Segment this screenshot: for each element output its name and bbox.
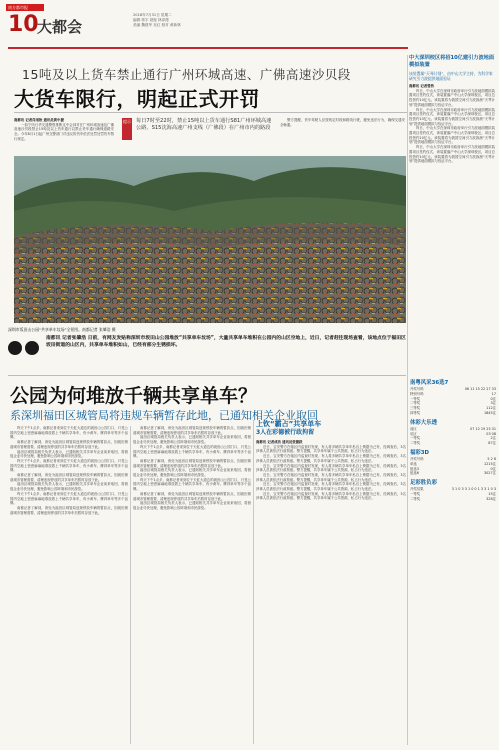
lottery-row-value: 0注 xyxy=(490,466,496,471)
headline-rule xyxy=(14,112,408,113)
lead-summary: 每日7时至22时，禁止15吨以上货车通行S81广州环城高速公路、S15沈海高速广州支线（广佛段）在广州市内的路段 xyxy=(136,118,272,131)
second-col1-text: 昨天下午1点多，南都记者来到位于天虹大道边的坂田山公园门口，只见公园内空地上密密麻麻地堆放着上千辆共享单车，有小黄车、摩拜单车等多个品牌。 xyxy=(10,426,128,440)
second-col2-cont4: 福田区城管局相关负责人表示，已通知相关共享单车企业前来取回，将督促企业尽快处理，避免影响公园环境和市民游览。 xyxy=(133,468,251,478)
lottery-row-value: 06 11 15 22 27 33 xyxy=(464,387,496,391)
second-col2-cont6: 南都记者了解到，该处为福田区城管局违规停放车辆的暂扣点，因坂田街道城市管理需要，清理违规停放的共享单车后暂时存放于此。 xyxy=(133,491,251,501)
second-headline: 公园为何堆放千辆共享单车？ xyxy=(10,385,258,407)
lottery-row-label: 特别号码 xyxy=(410,391,424,396)
lottery-row-value: 1215注 xyxy=(483,461,496,466)
lottery-row-label: 开奖结果 xyxy=(410,487,424,492)
lottery-row-label: 组选3 xyxy=(410,466,419,471)
lottery-rows-4 xyxy=(410,487,496,501)
lottery-row-label: 后区 xyxy=(410,431,417,436)
second-col2-cont2: 昨天下午1点多，南都记者来到位于天虹大道边的坂田山公园门口，只见公园内空地上密密麻麻地堆放着上千辆共享单车，有小黄车、摩拜单车等多个品牌。 xyxy=(133,444,251,459)
section-number: 10 xyxy=(8,12,39,37)
second-col1-cont2: 福田区城管局相关负责人表示，已通知相关共享单车企业前来取回，将督促企业尽快处理，避免影响公园环境和市民游览。 xyxy=(10,449,128,459)
second-col1-cont7: 南都记者了解到，该处为福田区城管局违规停放车辆的暂扣点，因坂田街道城市管理需要，清理违规停放的共享单车后暂时存放于此。 xyxy=(10,505,128,515)
lottery-row xyxy=(410,497,496,502)
lottery-row-label: 四等奖 xyxy=(410,410,421,415)
second-subhead: 系深圳福田区城管局将违规车辆暂存此地，已通知相关企业取回 xyxy=(10,409,318,422)
lottery-rows-1 xyxy=(410,387,496,416)
side-rule xyxy=(407,55,408,745)
mid-byline: 南都讯 记者成洁 通讯员张德跃 xyxy=(256,440,303,444)
lottery-row-label: 三等奖 xyxy=(410,406,421,411)
lottery-row-value: 3注 xyxy=(490,401,496,406)
lottery-rows-3 xyxy=(410,457,496,476)
lead-col4-text: 警方提醒，货车驾驶人应按规定时段和路线行驶，避免违法行为，确保交通安全畅通。 xyxy=(280,118,405,127)
photo-caption: 深圳市坂田山公园“共享单车坟场”全景图。南都记者 张肇浩 摄 xyxy=(8,327,116,332)
second-col2-text: 南都记者了解到，该处为福田区城管局违规停放车辆的暂扣点，因坂田街道城市管理需要，清理违规停放的共享单车后暂时存放于此。 xyxy=(133,426,251,435)
lottery-row-value: 15注 xyxy=(488,491,496,496)
lottery-row xyxy=(410,411,496,416)
mid-text-3: 近日，宝安警方在辖区内巡查时发现，有人将多辆共享单车私自上锁据为己有，经调查后，3名涉事人员被依法行政拘留。警方提醒，共享单车属于公共资源，私占行为违法。 xyxy=(256,463,406,473)
lead-photo xyxy=(14,156,406,323)
lead-headline: 大货车限行，明起正式开罚 xyxy=(14,87,260,111)
mid-text-2: 近日，宝安警方在辖区内巡查时发现，有人将多辆共享单车私自上锁据为己有，经调查后，3名涉事人员被依法行政拘留。警方提醒，共享单车属于公共资源，私占行为违法。 xyxy=(256,454,406,463)
second-col2-cont5: 昨天下午1点多，南都记者来到位于天虹大道边的坂田山公园门口，只见公园内空地上密密麻麻地堆放着上千辆共享单车，有小黄车、摩拜单车等多个品牌。 xyxy=(133,477,251,492)
bike-pile-photo xyxy=(14,156,406,323)
lottery-row-value: 112注 xyxy=(486,406,496,411)
mid-text: 近日，宝安警方在辖区内巡查时发现，有人将多辆共享单车私自上锁据为己有，经调查后，3名涉事人员被依法行政拘留。警方提醒，共享单车属于公共资源，私占行为违法。 xyxy=(256,444,406,454)
lottery-title-2: 体彩大乐透 xyxy=(410,419,437,426)
lottery-row-label: 前区 xyxy=(410,426,417,431)
lottery-row-value: 2注 xyxy=(490,436,496,441)
col-rule xyxy=(130,426,131,744)
mid-body xyxy=(256,440,406,710)
lottery-row-label: 开奖号码 xyxy=(410,456,424,461)
sidebar-body xyxy=(409,84,495,324)
meta-date: 2018年7月31日 星期二 xyxy=(133,13,172,17)
mid-text-5: 近日，宝安警方在辖区内巡查时发现，有人将多辆共享单车私自上锁据为己有，经调查后，3名涉事人员被依法行政拘留。警方提醒，共享单车属于公共资源，私占行为违法。 xyxy=(256,482,406,492)
lottery-row-value: 3 1 0 3 3 1 0 0 1 3 3 1 0 3 xyxy=(451,487,496,492)
second-col1-cont4: 南都记者了解到，该处为福田区城管局违规停放车辆的暂扣点，因坂田街道城市管理需要，清理违规停放的共享单车后暂时存放于此。 xyxy=(10,473,128,482)
lottery-row-value: 5 2 8 xyxy=(487,456,496,461)
lottery-rows-2 xyxy=(410,427,496,446)
lead-col-4 xyxy=(280,118,405,154)
lottery-row-value: 1845注 xyxy=(483,410,496,415)
pull-quote: 南都讯 记者张肇浩 日前，有网友发贴称深圳市坂田山公园堆放“共享单车坟场”，大量共享单车堆积在公园内的山区空地上，近日，记者赶往现场查看，该地点位于福田区坂田街道的山区内，共享单车堆积如山，已经有部分生锈损坏。 xyxy=(46,336,406,348)
lottery-row-label: 单选 xyxy=(410,461,417,466)
quote-dot-icon xyxy=(8,341,22,355)
lead-kicker: 15吨及以上货车禁止通行广州环城高速、广佛高速沙贝段 xyxy=(22,67,351,82)
lottery-row-label: 组选6 xyxy=(410,471,419,476)
lead-tag: 提示 xyxy=(122,118,132,140)
lead-byline: 南都讯 记者肖雨欣 通讯员黄中捷 xyxy=(14,118,64,122)
second-col1-cont6: 昨天下午1点多，南都记者来到位于天虹大道边的坂田山公园门口，只见公园内空地上密密麻麻地堆放着上千辆共享单车，有小黄车、摩拜单车等多个品牌。 xyxy=(10,491,128,506)
lottery-row xyxy=(410,487,496,492)
lottery-row xyxy=(410,441,496,446)
col-rule xyxy=(253,420,254,744)
sidebar-headline: 中大深圳校区将招10亿建引力波地面模拟装置 xyxy=(409,55,495,68)
lottery-row-value: 328注 xyxy=(486,496,496,501)
meta-editors: 编辑 郭宇 聂振 林泽漫 xyxy=(133,18,169,22)
sidebar-text-3: 昨日，中山大学在深圳市政府举行引力波地面模拟装置项目签约仪式，该装置落户中山大学深圳校区，项目总投资约10亿元。该装置将为我国空间引力波探测“天琴计划”提供地面模拟与验证平台。 xyxy=(409,126,495,145)
mid-headline: 上钦“霸占”共享单车 xyxy=(256,420,322,428)
lottery-row-label: 一等奖 xyxy=(410,396,421,401)
quote-rule xyxy=(8,375,406,376)
sidebar-text: 昨日，中山大学在深圳市政府举行引力波地面模拟装置项目签约仪式，该装置落户中山大学深圳校区，项目总投资约10亿元。该装置将为我国空间引力波探测“天琴计划”提供地面模拟与验证平台。 xyxy=(409,88,495,107)
lottery-row-label: 二等奖 xyxy=(410,441,421,446)
lottery-row-label: 一等奖 xyxy=(410,436,421,441)
second-col-1 xyxy=(10,426,128,744)
sidebar-story xyxy=(409,55,495,324)
quote-icon xyxy=(8,340,46,364)
lottery-row-value: 17 xyxy=(491,391,496,396)
second-col2-cont: 福田区城管局相关负责人表示，已通知相关共享单车企业前来取回，将督促企业尽快处理，避免影响公园环境和市民游览。 xyxy=(133,435,251,445)
sidebar-byline: 南都讯 记者曾浩 xyxy=(409,84,434,88)
second-col1-cont3: 昨天下午1点多，南都记者来到位于天虹大道边的坂田山公园门口，只见公园内空地上密密麻麻地堆放着上千辆共享单车，有小黄车、摩拜单车等多个品牌。 xyxy=(10,458,128,473)
second-col1-cont: 南都记者了解到，该处为福田区城管局违规停放车辆的暂扣点，因坂田街道城市管理需要，清理违规停放的共享单车后暂时存放于此。 xyxy=(10,440,128,449)
mid-story xyxy=(256,420,406,710)
section-name: 大都会 xyxy=(37,18,83,36)
lottery-row-label: 二等奖 xyxy=(410,401,421,406)
mid-text-4: 近日，宝安警方在辖区内巡查时发现，有人将多辆共享单车私自上锁据为己有，经调查后，3名涉事人员被依法行政拘留。警方提醒，共享单车属于公共资源，私占行为违法。 xyxy=(256,472,406,482)
mid-subhead: 3人在彩德被行政拘留 xyxy=(256,429,315,436)
lottery-row xyxy=(410,471,496,476)
lottery-row-label: 二等奖 xyxy=(410,496,421,501)
edition-meta xyxy=(133,13,253,28)
lottery-title-4: 足彩胜负彩 xyxy=(410,480,437,487)
lottery-row-value: 03 08 xyxy=(486,431,496,436)
second-col1-cont5: 福田区城管局相关负责人表示，已通知相关共享单车企业前来取回，将督促企业尽快处理，避免影响公园环境和市民游览。 xyxy=(10,482,128,492)
lottery-title-3: 福彩3D xyxy=(410,449,430,456)
lead-col-1 xyxy=(14,118,114,154)
sidebar-text-2: 昨日，中山大学在深圳市政府举行引力波地面模拟装置项目签约仪式，该装置落户中山大学深圳校区，项目总投资约10亿元。该装置将为我国空间引力波探测“天琴计划”提供地面模拟与验证平台。 xyxy=(409,107,495,126)
lottery-row-label: 开奖号码 xyxy=(410,387,424,391)
second-col2-cont3: 南都记者了解到，该处为福田区城管局违规停放车辆的暂扣点，因坂田街道城市管理需要，清理违规停放的共享单车后暂时存放于此。 xyxy=(133,458,251,468)
top-rule xyxy=(8,47,408,49)
lead-col1-text: 一如宁所日华交通警察推断这中会到对在广州环城高速及广佛高速沙贝段禁止15吨及以上货车通行以禁止货车通行确保道路安全。今年8月1日起广州交警部门对违反的货车依法处罚处罚货车禁行规定。 xyxy=(14,122,114,141)
sidebar-subhead: 该装置属“天琴计划”，由中山大学主持，为科学家研究引力波提供地面验证 xyxy=(409,71,493,81)
lottery-row-value: 07 12 19 25 31 xyxy=(470,426,496,431)
lottery-row-value: 87注 xyxy=(488,441,496,446)
mid-text-6: 近日，宝安警方在辖区内巡查时发现，有人将多辆共享单车私自上锁据为己有，经调查后，3名涉事人员被依法行政拘留。警方提醒，共享单车属于公共资源，私占行为违法。 xyxy=(256,491,406,501)
meta-designers: 美编 魏建华 吴红 校对 黄新林 xyxy=(133,23,181,27)
second-col2-cont7: 福田区城管局相关负责人表示，已通知相关共享单车企业前来取回，将督促企业尽快处理，避免影响公园环境和市民游览。 xyxy=(133,501,251,510)
lottery-title-1: 南粤风采36选7 xyxy=(410,380,449,386)
lottery-row-label: 一等奖 xyxy=(410,491,421,496)
quote-dot-icon xyxy=(25,341,39,355)
sidebar-text-4: 昨日，中山大学在深圳市政府举行引力波地面模拟装置项目签约仪式，该装置落户中山大学深圳校区，项目总投资约10亿元。该装置将为我国空间引力波探测“天琴计划”提供地面模拟与验证平台。 xyxy=(409,145,495,164)
lottery-row-value: 3027注 xyxy=(483,471,496,476)
lottery-row-value: 0注 xyxy=(490,396,496,401)
second-col-2 xyxy=(133,426,251,744)
lottery-panel xyxy=(410,380,496,502)
masthead-tag: 南方都市报 xyxy=(6,4,44,11)
